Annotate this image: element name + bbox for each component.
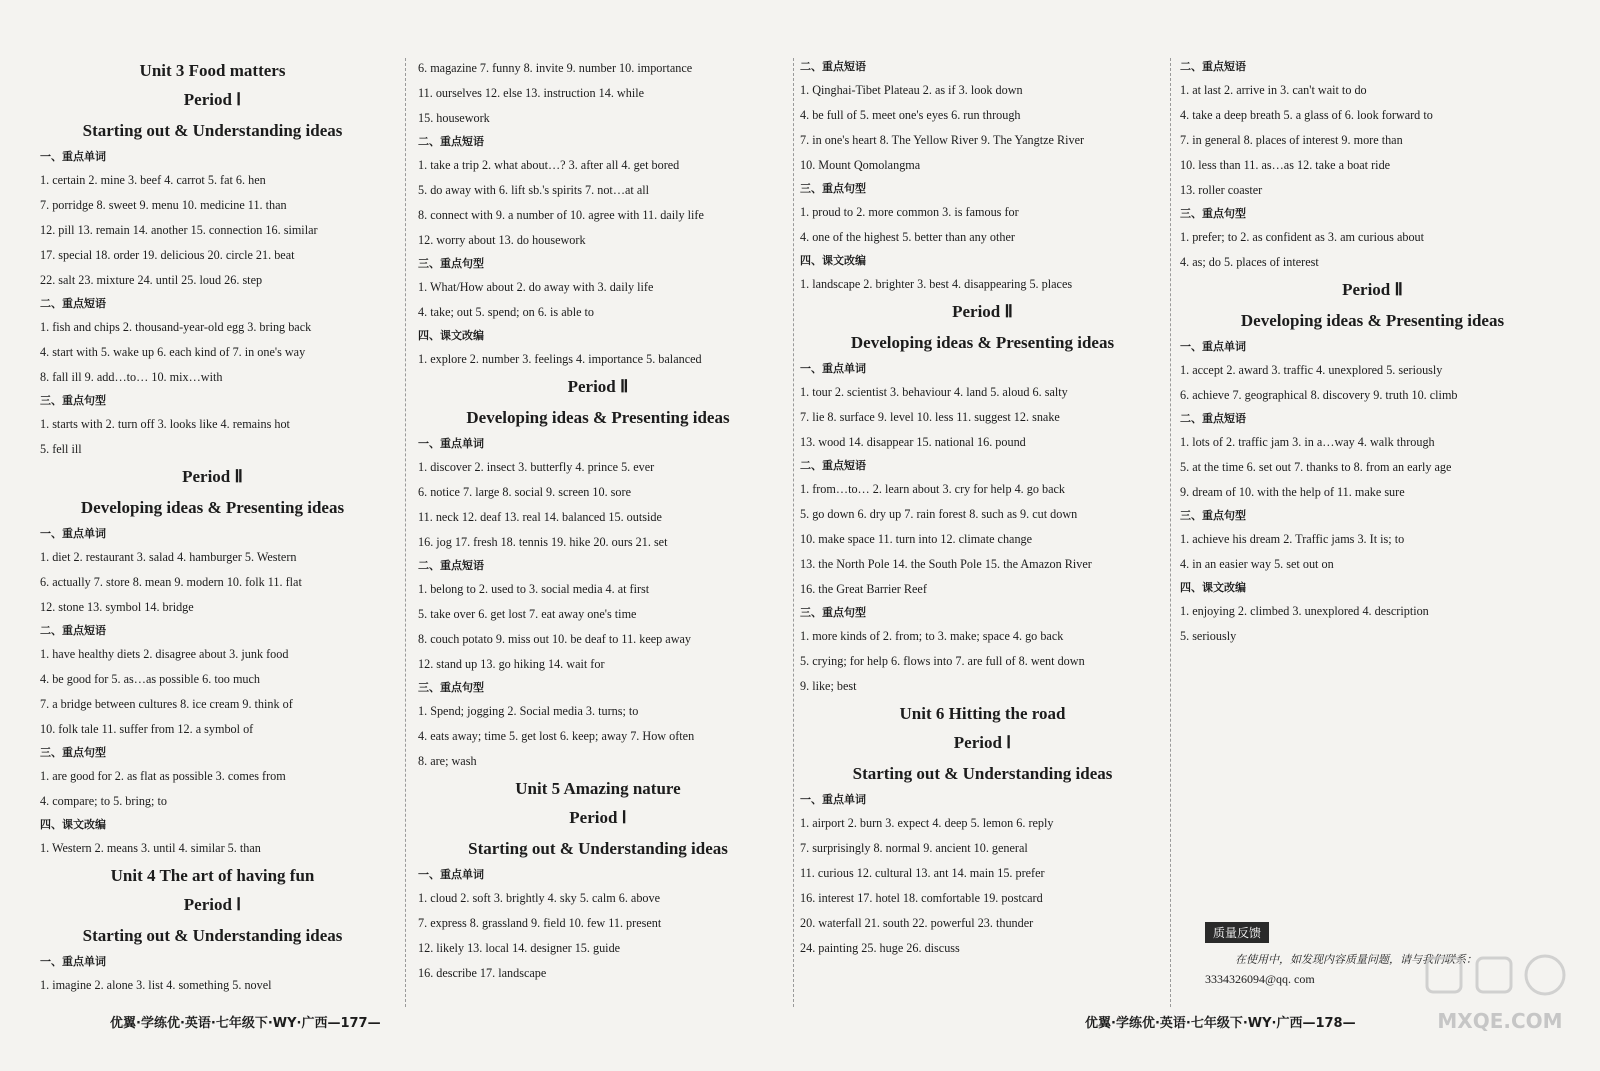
period-heading: Period Ⅱ xyxy=(952,302,1013,321)
section-label: 一、重点单词 xyxy=(40,150,106,163)
section-heading: Developing ideas & Presenting ideas xyxy=(1240,311,1505,330)
answer-line: 12. worry about 13. do housework xyxy=(418,233,586,247)
answer-line: 11. neck 12. deaf 13. real 14. balanced 15. outside xyxy=(418,510,662,524)
answer-line: 1. Qinghai-Tibet Plateau 2. as if 3. look down xyxy=(800,83,1023,97)
unit-heading: Unit 4 The art of having fun xyxy=(110,866,315,885)
period-heading: Period Ⅰ xyxy=(569,808,627,827)
answer-line: 16. the Great Barrier Reef xyxy=(800,582,927,596)
answer-line: 4. in an easier way 5. set out on xyxy=(1180,557,1334,571)
answer-line: 9. dream of 10. with the help of 11. make sure xyxy=(1180,485,1405,499)
section-label: 三、重点句型 xyxy=(418,257,484,270)
answer-line: 4. take a deep breath 5. a glass of 6. look forward to xyxy=(1180,108,1433,122)
answer-line: 16. interest 17. hotel 18. comfortable 19. postcard xyxy=(800,891,1043,905)
page-footer-left: 优翼·学练优·英语·七年级下·WY·广西—177— xyxy=(110,1016,381,1031)
answer-line: 24. painting 25. huge 26. discuss xyxy=(800,941,960,955)
answer-line: 7. a bridge between cultures 8. ice cream 9. think of xyxy=(40,697,293,711)
answer-line: 1. from…to… 2. learn about 3. cry for help 4. go back xyxy=(800,482,1066,496)
answer-line: 4. take; out 5. spend; on 6. is able to xyxy=(418,305,595,319)
watermark-icon xyxy=(1415,950,1585,1045)
answer-line: 12. stone 13. symbol 14. bridge xyxy=(40,600,194,614)
section-label: 四、课文改编 xyxy=(40,818,106,831)
period-heading: Period Ⅰ xyxy=(953,733,1012,752)
answer-line: 4. eats away; time 5. get lost 6. keep; away 7. How often xyxy=(418,729,695,743)
section-label: 二、重点短语 xyxy=(800,60,866,73)
answer-line: 22. salt 23. mixture 24. until 25. loud 26. step xyxy=(40,273,263,287)
answer-line: 1. starts with 2. turn off 3. looks like 4. remains hot xyxy=(40,417,290,431)
answer-line: 7. porridge 8. sweet 9. menu 10. medicine 11. than xyxy=(40,198,287,212)
page-divider xyxy=(793,58,794,1007)
answer-line: 1. are good for 2. as flat as possible 3. comes from xyxy=(40,769,286,783)
section-label: 四、课文改编 xyxy=(800,254,866,267)
section-label: 四、课文改编 xyxy=(1180,581,1246,594)
answer-line: 16. jog 17. fresh 18. tennis 19. hike 20. ours 21. set xyxy=(418,535,668,549)
answer-line: 4. one of the highest 5. better than any other xyxy=(800,230,1015,244)
section-label: 二、重点短语 xyxy=(40,624,106,637)
section-label: 一、重点单词 xyxy=(418,868,484,881)
answer-line: 5. seriously xyxy=(1180,629,1237,643)
section-label: 三、重点句型 xyxy=(1180,207,1246,220)
unit-heading: Unit 3 Food matters xyxy=(139,61,286,80)
answer-line: 1. enjoying 2. climbed 3. unexplored 4. description xyxy=(1180,604,1429,618)
answer-line: 13. wood 14. disappear 15. national 16. pound xyxy=(800,435,1026,449)
answer-line: 12. pill 13. remain 14. another 15. connection 16. similar xyxy=(40,223,318,237)
section-heading: Developing ideas & Presenting ideas xyxy=(466,408,730,427)
section-label: 三、重点句型 xyxy=(40,394,106,407)
answer-line: 4. compare; to 5. bring; to xyxy=(40,794,167,808)
period-heading: Period Ⅰ xyxy=(183,90,242,109)
section-label: 二、重点短语 xyxy=(418,559,484,572)
section-heading: Starting out & Understanding ideas xyxy=(468,839,728,858)
answer-line: 8. connect with 9. a number of 10. agree with 11. daily life xyxy=(418,208,704,222)
section-heading: Starting out & Understanding ideas xyxy=(852,764,1113,783)
section-label: 一、重点单词 xyxy=(800,362,866,375)
answer-line: 5. at the time 6. set out 7. thanks to 8. from an early age xyxy=(1180,460,1452,474)
answer-line: 1. tour 2. scientist 3. behaviour 4. land 5. aloud 6. salty xyxy=(800,385,1068,399)
answer-line: 20. waterfall 21. south 22. powerful 23. thunder xyxy=(800,916,1034,930)
section-heading: Starting out & Understanding ideas xyxy=(82,926,343,945)
column-4 xyxy=(1180,56,1565,649)
answer-line: 12. stand up 13. go hiking 14. wait for xyxy=(418,657,605,671)
section-label: 二、重点短语 xyxy=(418,135,484,148)
answer-line: 1. lots of 2. traffic jam 3. in a…way 4. walk through xyxy=(1180,435,1435,449)
period-heading: Period Ⅰ xyxy=(183,895,242,914)
answer-line: 1. more kinds of 2. from; to 3. make; space 4. go back xyxy=(800,629,1064,643)
section-label: 二、重点短语 xyxy=(40,297,106,310)
section-label: 三、重点句型 xyxy=(800,606,866,619)
answer-line: 1. What/How about 2. do away with 3. daily life xyxy=(418,280,654,294)
answer-line: 9. like; best xyxy=(800,679,857,693)
answer-line: 17. special 18. order 19. delicious 20. circle 21. beat xyxy=(40,248,295,262)
answer-line: 6. achieve 7. geographical 8. discovery 9. truth 10. climb xyxy=(1180,388,1458,402)
period-heading: Period Ⅱ xyxy=(567,377,629,396)
answer-line: 1. accept 2. award 3. traffic 4. unexplored 5. seriously xyxy=(1180,363,1443,377)
unit-heading: Unit 6 Hitting the road xyxy=(899,704,1066,723)
answer-line: 1. discover 2. insect 3. butterfly 4. prince 5. ever xyxy=(418,460,655,474)
answer-line: 10. Mount Qomolangma xyxy=(800,158,921,172)
answer-line: 1. have healthy diets 2. disagree about 3. junk food xyxy=(40,647,289,661)
column-divider xyxy=(405,58,406,1007)
period-heading: Period Ⅱ xyxy=(1342,280,1403,299)
answer-line: 4. be full of 5. meet one's eyes 6. run through xyxy=(800,108,1021,122)
section-heading: Starting out & Understanding ideas xyxy=(82,121,343,140)
section-label: 一、重点单词 xyxy=(40,955,106,968)
section-label: 一、重点单词 xyxy=(800,793,866,806)
column-divider xyxy=(1170,58,1171,1007)
section-label: 二、重点短语 xyxy=(1180,60,1246,73)
answer-line: 6. actually 7. store 8. mean 9. modern 10. folk 11. flat xyxy=(40,575,302,589)
answer-line: 6. magazine 7. funny 8. invite 9. number 10. importance xyxy=(418,61,693,75)
section-label: 一、重点单词 xyxy=(40,527,106,540)
unit-heading: Unit 5 Amazing nature xyxy=(515,779,681,798)
answer-line: 5. crying; for help 6. flows into 7. are full of 8. went down xyxy=(800,654,1085,668)
answer-line: 5. do away with 6. lift sb.'s spirits 7. not…at all xyxy=(418,183,650,197)
page-footer-right: 优翼·学练优·英语·七年级下·WY·广西—178— xyxy=(1085,1016,1356,1031)
answer-line: 1. Spend; jogging 2. Social media 3. turns; to xyxy=(418,704,639,718)
answer-line: 13. the North Pole 14. the South Pole 15. the Amazon River xyxy=(800,557,1092,571)
section-heading: Developing ideas & Presenting ideas xyxy=(850,333,1115,352)
answer-line: 8. are; wash xyxy=(418,754,477,768)
answer-line: 5. take over 6. get lost 7. eat away one's time xyxy=(418,607,637,621)
answer-line: 1. airport 2. burn 3. expect 4. deep 5. lemon 6. reply xyxy=(800,816,1054,830)
answer-line: 1. belong to 2. used to 3. social media 4. at first xyxy=(418,582,650,596)
answer-line: 7. surprisingly 8. normal 9. ancient 10. general xyxy=(800,841,1028,855)
section-label: 三、重点句型 xyxy=(800,182,866,195)
answer-line: 1. imagine 2. alone 3. list 4. something 5. novel xyxy=(40,978,272,992)
answer-line: 1. landscape 2. brighter 3. best 4. disappearing 5. places xyxy=(800,277,1073,291)
column-3 xyxy=(800,56,1165,961)
answer-line: 1. take a trip 2. what about…? 3. after all 4. get bored xyxy=(418,158,680,172)
section-label: 一、重点单词 xyxy=(418,437,484,450)
answer-line: 8. fall ill 9. add…to… 10. mix…with xyxy=(40,370,223,384)
section-heading: Developing ideas & Presenting ideas xyxy=(80,498,345,517)
answer-line: 1. certain 2. mine 3. beef 4. carrot 5. fat 6. hen xyxy=(40,173,266,187)
answer-line: 12. likely 13. local 14. designer 15. guide xyxy=(418,941,621,955)
section-label: 二、重点短语 xyxy=(800,459,866,472)
answer-line: 6. notice 7. large 8. social 9. screen 10. sore xyxy=(418,485,631,499)
answer-line: 10. folk tale 11. suffer from 12. a symbol of xyxy=(40,722,254,736)
answer-line: 10. make space 11. turn into 12. climate change xyxy=(800,532,1033,546)
section-label: 四、课文改编 xyxy=(418,329,484,342)
section-label: 二、重点短语 xyxy=(1180,412,1246,425)
answer-line: 7. express 8. grassland 9. field 10. few 11. present xyxy=(418,916,662,930)
answer-line: 1. explore 2. number 3. feelings 4. importance 5. balanced xyxy=(418,352,702,366)
answer-line: 7. lie 8. surface 9. level 10. less 11. suggest 12. snake xyxy=(800,410,1060,424)
answer-line: 10. less than 11. as…as 12. take a boat ride xyxy=(1180,158,1391,172)
answer-line: 4. be good for 5. as…as possible 6. too much xyxy=(40,672,261,686)
answer-line: 1. Western 2. means 3. until 4. similar 5. than xyxy=(40,841,261,855)
section-label: 三、重点句型 xyxy=(40,746,106,759)
answer-line: 5. go down 6. dry up 7. rain forest 8. such as 9. cut down xyxy=(800,507,1078,521)
left-page xyxy=(0,0,790,1071)
answer-line: 13. roller coaster xyxy=(1180,183,1263,197)
answer-line: 15. housework xyxy=(418,111,490,125)
answer-line: 1. diet 2. restaurant 3. salad 4. hamburger 5. Western xyxy=(40,550,297,564)
column-2 xyxy=(418,56,778,986)
answer-line: 4. start with 5. wake up 6. each kind of 7. in one's way xyxy=(40,345,306,359)
answer-line: 1. prefer; to 2. as confident as 3. am curious about xyxy=(1180,230,1425,244)
answer-line: 7. in one's heart 8. The Yellow River 9. The Yangtze River xyxy=(800,133,1085,147)
watermark-text: MXQE.COM xyxy=(1437,1009,1563,1033)
answer-line: 1. cloud 2. soft 3. brightly 4. sky 5. calm 6. above xyxy=(418,891,661,905)
answer-line: 1. fish and chips 2. thousand-year-old egg 3. bring back xyxy=(40,320,312,334)
answer-line: 1. proud to 2. more common 3. is famous for xyxy=(800,205,1019,219)
section-label: 三、重点句型 xyxy=(418,681,484,694)
answer-line: 7. in general 8. places of interest 9. more than xyxy=(1180,133,1403,147)
quality-feedback-text: 在使用中，如发现内容质量问题，请与我们联系： xyxy=(1235,953,1477,966)
right-page xyxy=(795,0,1600,1071)
column-1 xyxy=(40,56,385,998)
quality-feedback-badge: 质量反馈 xyxy=(1205,922,1269,943)
section-label: 一、重点单词 xyxy=(1180,340,1246,353)
answer-line: 11. curious 12. cultural 13. ant 14. main 15. prefer xyxy=(800,866,1045,880)
section-label: 三、重点句型 xyxy=(1180,509,1246,522)
answer-line: 8. couch potato 9. miss out 10. be deaf to 11. keep away xyxy=(418,632,692,646)
answer-line: 4. as; do 5. places of interest xyxy=(1180,255,1319,269)
period-heading: Period Ⅱ xyxy=(182,467,243,486)
answer-line: 11. ourselves 12. else 13. instruction 14. while xyxy=(418,86,644,100)
answer-line: 5. fell ill xyxy=(40,442,82,456)
answer-line: 16. describe 17. landscape xyxy=(418,966,547,980)
answer-line: 1. achieve his dream 2. Traffic jams 3. It is; to xyxy=(1180,532,1405,546)
watermark-logo xyxy=(1415,950,1585,1045)
answer-line: 1. at last 2. arrive in 3. can't wait to do xyxy=(1180,83,1367,97)
feedback-email[interactable]: 3334326094@qq. com xyxy=(1205,972,1315,986)
